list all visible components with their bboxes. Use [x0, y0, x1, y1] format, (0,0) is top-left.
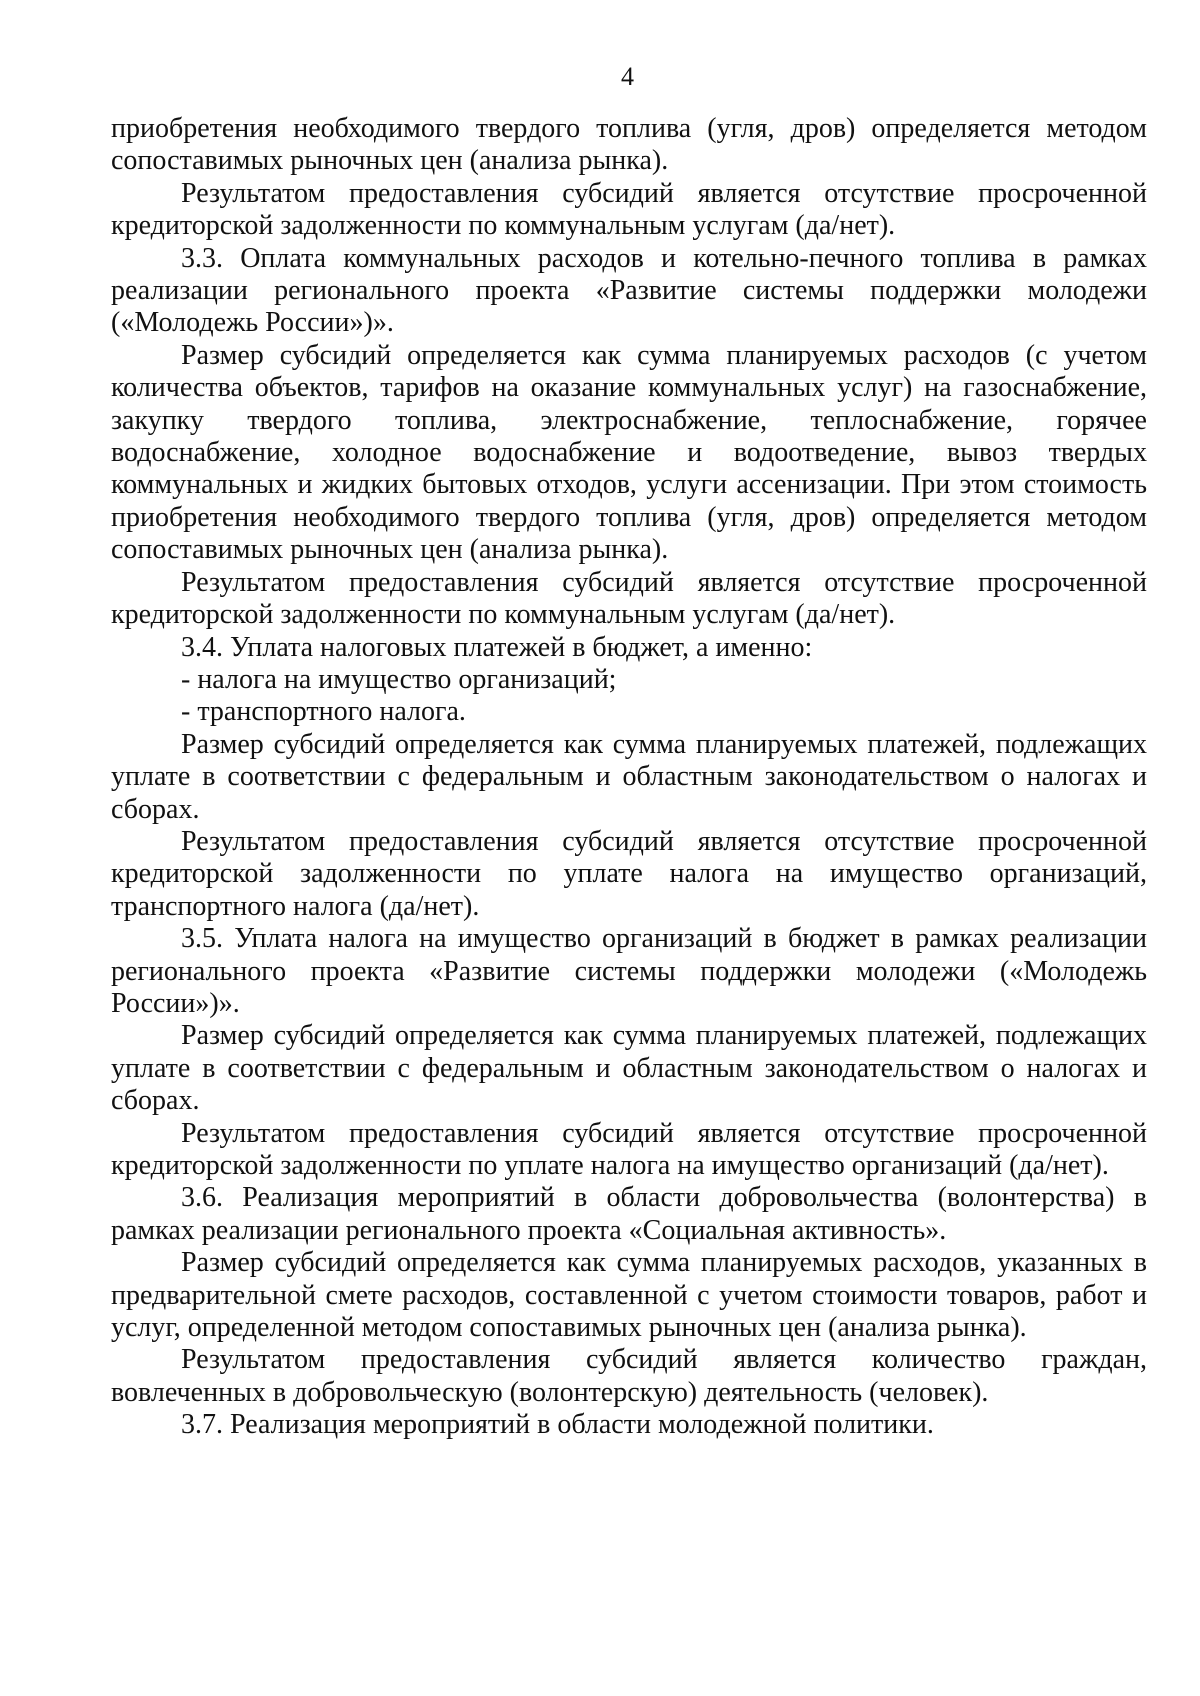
paragraph: Результатом предоставления субсидий является отсутствие просроченной кредиторской задолженности по уплате налога на имущество организаций, транспортного налога (да/нет). [111, 825, 1147, 922]
paragraph: Результатом предоставления субсидий является количество граждан, вовлеченных в добровольческую (волонтерскую) деятельность (человек). [111, 1344, 1147, 1408]
paragraph: Размер субсидий определяется как сумма планируемых расходов (с учетом количества объектов, тарифов на оказание коммунальных услуг) на газоснабжение, закупку твердого топлива, электроснабжение, теплоснабжение, горячее водоснабжение, холодное водоснабжение и водоотведение, вывоз твердых коммунальных и жидких бытовых отходов, услуги ассенизации. При этом стоимость приобретения необходимого твердого топлива (угля, дров) определяется методом сопоставимых рыночных цен (анализа рынка). [111, 339, 1147, 566]
paragraph: Размер субсидий определяется как сумма планируемых платежей, подлежащих уплате в соответствии с федеральным и областным законодательством о налогах и сборах. [111, 728, 1147, 825]
paragraph: приобретения необходимого твердого топлива (угля, дров) определяется методом сопоставимых рыночных цен (анализа рынка). [111, 113, 1147, 177]
section-heading-3-3: 3.3. Оплата коммунальных расходов и котельно-печного топлива в рамках реализации регионального проекта «Развитие системы поддержки молодежи («Молодежь России»)». [111, 242, 1147, 339]
paragraph: Результатом предоставления субсидий является отсутствие просроченной кредиторской задолженности по уплате налога на имущество организаций (да/нет). [111, 1117, 1147, 1181]
section-heading-3-6: 3.6. Реализация мероприятий в области добровольчества (волонтерства) в рамках реализации регионального проекта «Социальная активность». [111, 1182, 1147, 1246]
document-body [111, 113, 1147, 1442]
section-heading-3-4: 3.4. Уплата налоговых платежей в бюджет, а именно: [181, 631, 813, 663]
paragraph: Размер субсидий определяется как сумма планируемых платежей, подлежащих уплате в соответствии с федеральным и областным законодательством о налогах и сборах. [111, 1020, 1147, 1117]
paragraph: Результатом предоставления субсидий является отсутствие просроченной кредиторской задолженности по коммунальным услугам (да/нет). [111, 566, 1147, 631]
paragraph: Размер субсидий определяется как сумма планируемых расходов, указанных в предварительной смете расходов, составленной с учетом стоимости товаров, работ и услуг, определенной методом сопоставимых рыночных цен (анализа рынка). [111, 1247, 1147, 1344]
page-number: 4 [621, 62, 634, 91]
list-item: - транспортного налога. [181, 696, 466, 728]
section-heading-3-5: 3.5. Уплата налога на имущество организаций в бюджет в рамках реализации регионального проекта «Развитие системы поддержки молодежи («Молодежь России»)». [111, 923, 1147, 1019]
list-item: - налога на имущество организаций; [181, 663, 617, 695]
paragraph: Результатом предоставления субсидий является отсутствие просроченной кредиторской задолженности по коммунальным услугам (да/нет). [111, 177, 1147, 242]
section-heading-3-7: 3.7. Реализация мероприятий в области молодежной политики. [181, 1409, 934, 1441]
